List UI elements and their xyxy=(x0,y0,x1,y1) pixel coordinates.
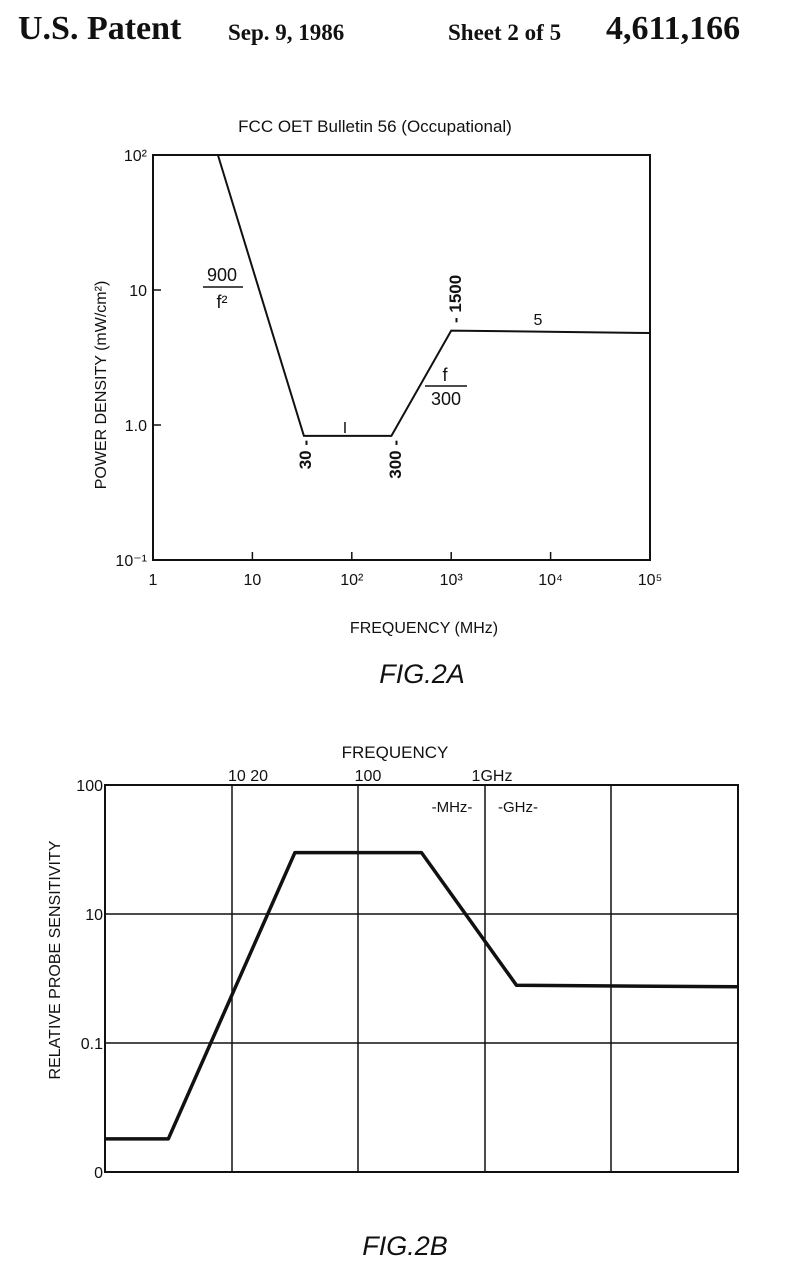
fig2a-x-tick-label: 10⁵ xyxy=(637,572,663,589)
fig2a-seg1-denominator: f² xyxy=(216,292,228,312)
fig2a-title: FCC OET Bulletin 56 (Occupational) xyxy=(238,117,512,136)
fig2a-y-axis-label: POWER DENSITY (mW/cm²) xyxy=(93,280,110,490)
fig2a-seg1-numerator: 900 xyxy=(206,265,238,285)
fig2b-y-tick-label: 10 xyxy=(85,907,103,924)
fig2a-y-tick-label: 10 xyxy=(129,283,147,300)
fig2a-x-tick-label: 10² xyxy=(340,572,364,589)
fig2b-series-line xyxy=(105,853,738,1139)
sheet-number: Sheet 2 of 5 xyxy=(448,20,562,45)
fig2b-plot-frame xyxy=(105,785,738,1172)
fig2a-x-tick-label: 10 xyxy=(243,572,262,589)
fig2a-seg2-label: I xyxy=(342,420,348,437)
fig2a-mark-300: 300 - xyxy=(386,440,405,479)
fig2b-y-tick-label: 0 xyxy=(94,1165,103,1182)
patent-date: Sep. 9, 1986 xyxy=(228,20,345,45)
fig2b-top-tick-label: 1GHz xyxy=(471,768,513,785)
fig2b-unit-mhz: -MHz- xyxy=(431,799,473,816)
fig2a-x-axis-label: FREQUENCY (MHz) xyxy=(349,620,499,637)
figure-2b xyxy=(47,743,738,1261)
fig2a-seg4-label: 5 xyxy=(533,312,543,329)
fig2a-y-tick-label: 10² xyxy=(123,148,147,165)
fig2b-y-axis-label: RELATIVE PROBE SENSITIVITY xyxy=(47,840,64,1080)
fig2a-y-tick-label: 10⁻¹ xyxy=(115,553,147,570)
fig2a-x-tick-label: 10⁴ xyxy=(538,572,563,589)
fig2a-x-tick-label: 10³ xyxy=(439,572,463,589)
fig2a-x-tick-label: 1 xyxy=(148,572,158,589)
fig2a-plot-frame xyxy=(153,155,650,560)
fig2b-y-tick-label: 0.1 xyxy=(80,1036,103,1053)
fig2a-mark-30: 30 - xyxy=(296,440,315,470)
fig2b-title: FREQUENCY xyxy=(341,743,449,762)
fig2b-top-tick-label: 100 xyxy=(354,768,382,785)
fig2b-top-tick-label: 10 20 xyxy=(227,768,269,785)
patent-number: 4,611,166 xyxy=(606,10,741,47)
fig2a-caption: FIG.2A xyxy=(379,659,465,689)
fig2b-y-ticks xyxy=(76,778,103,1182)
fig2b-top-ticks xyxy=(228,768,512,785)
figure-2a xyxy=(93,117,662,689)
fig2b-caption: FIG.2B xyxy=(362,1231,448,1261)
fig2a-seg3-denominator: 300 xyxy=(430,389,462,409)
fig2b-unit-ghz: -GHz- xyxy=(498,799,538,816)
fig2a-mark-1500: - 1500 xyxy=(446,274,465,323)
fig2a-y-tick-label: 1.0 xyxy=(124,418,147,435)
patent-label: U.S. Patent xyxy=(18,10,182,47)
fig2a-y-ticks xyxy=(115,148,161,570)
fig2a-seg3-numerator: f xyxy=(442,365,448,385)
fig2a-x-ticks xyxy=(149,552,663,589)
fig2b-horizontal-gridlines xyxy=(105,914,738,1043)
fig2b-y-tick-label: 100 xyxy=(76,778,103,795)
